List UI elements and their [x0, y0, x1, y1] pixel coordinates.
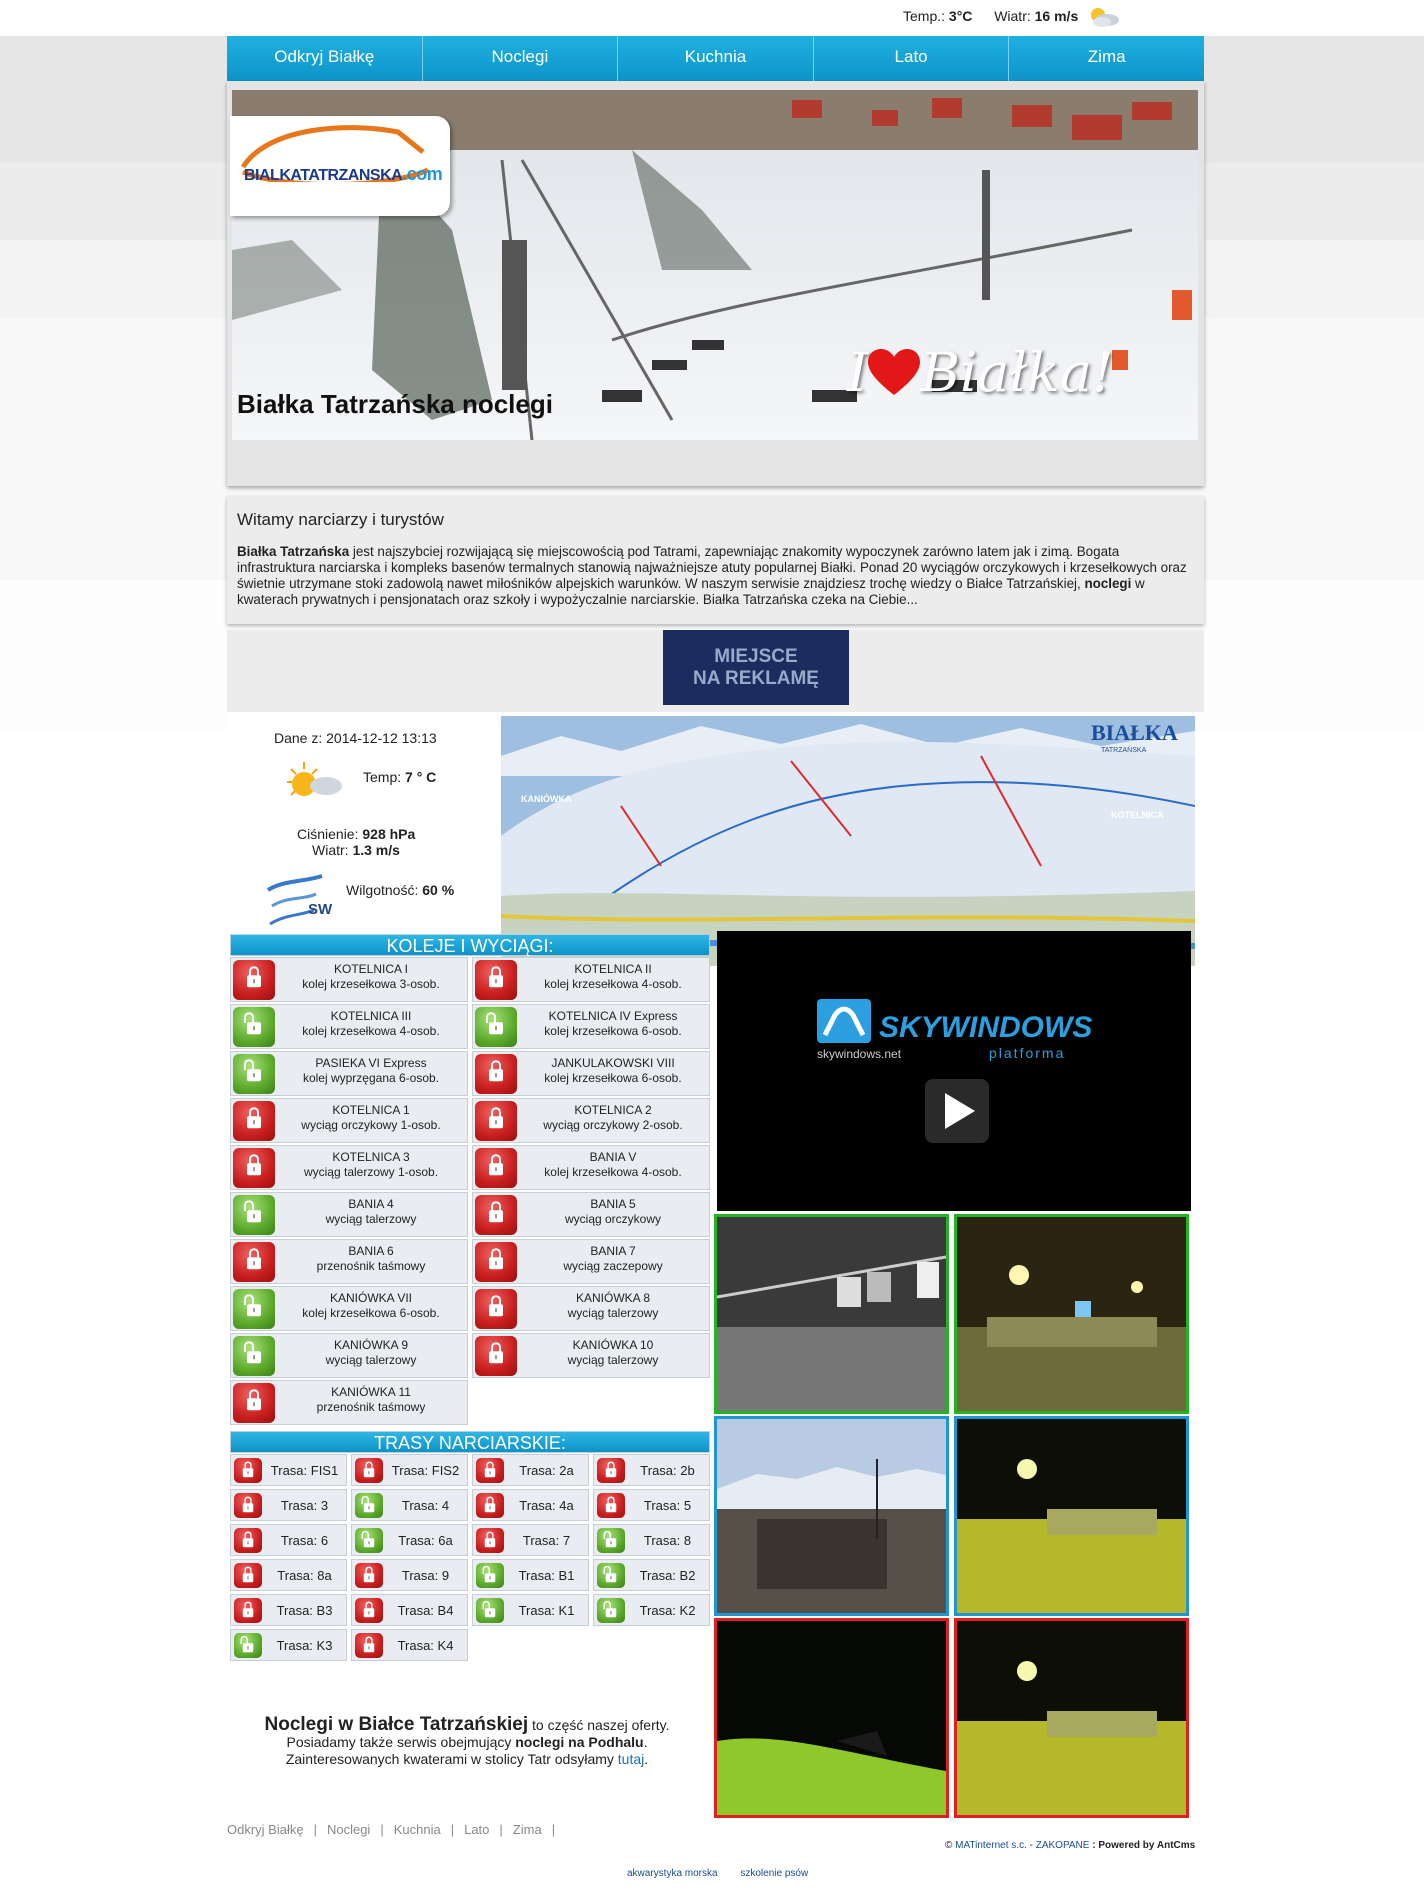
locked-icon	[355, 1458, 383, 1483]
lift-type: wyciąg talerzowy	[325, 1212, 417, 1226]
lift-name: KANIÓWKA 9	[333, 1338, 409, 1352]
lift-name: KANIÓWKA VII	[329, 1291, 413, 1305]
hero-title: Białka Tatrzańska noclegi	[237, 389, 553, 419]
footer-nav-separator: |	[380, 1822, 384, 1837]
ad-band	[227, 630, 1204, 712]
top-weather	[903, 8, 1078, 24]
route-name: Trasa: FIS2	[391, 1463, 460, 1478]
svg-text:BIAŁKA: BIAŁKA	[1091, 720, 1178, 745]
route-item[interactable]	[472, 1559, 589, 1591]
accommodation-info: Noclegi w Białce Tatrzańskiej to część naszej oferty. Posiadamy także serwis obejmujący noclegi na Podhalu. Zainteresowanych kwaterami w stolicy Tatr odsyłamy tutaj.	[264, 1714, 670, 1767]
webcam-5[interactable]	[714, 1618, 949, 1818]
route-name: Trasa: 8	[643, 1533, 692, 1548]
lift-item[interactable]	[230, 1286, 468, 1331]
route-name: Trasa: 3	[280, 1498, 329, 1513]
footer-nav-item[interactable]: Kuchnia	[393, 1822, 441, 1837]
lift-type: wyciąg orczykowy 1-osob.	[301, 1118, 441, 1132]
locked-icon	[234, 1458, 262, 1483]
footer-links	[627, 1868, 828, 1879]
locked-icon	[475, 1336, 517, 1376]
wind-direction-icon	[264, 874, 334, 930]
route-item[interactable]	[230, 1524, 347, 1556]
route-name: Trasa: K1	[518, 1603, 575, 1618]
route-item[interactable]	[593, 1524, 710, 1556]
lift-item[interactable]	[472, 1051, 710, 1096]
locked-icon	[355, 1563, 383, 1588]
svg-text:TATRZAŃSKA: TATRZAŃSKA	[1101, 747, 1147, 754]
lift-item[interactable]	[230, 957, 468, 1002]
route-name: Trasa: 7	[522, 1533, 571, 1548]
lift-type: kolej krzesełkowa 4-osob.	[302, 1024, 440, 1038]
locked-icon	[475, 1054, 517, 1094]
lift-name: BANIA 6	[348, 1244, 394, 1258]
main-nav	[227, 36, 1204, 81]
lift-name: PASIEKA VI Express	[315, 1056, 427, 1070]
locked-icon	[233, 1242, 275, 1282]
webcam-3-image	[717, 1419, 946, 1613]
locked-icon	[233, 1383, 275, 1423]
route-name: Trasa: 6a	[398, 1533, 453, 1548]
locked-icon	[234, 1528, 262, 1553]
route-item[interactable]	[351, 1489, 468, 1521]
webcam-2-image	[957, 1217, 1186, 1411]
lift-name: KOTELNICA III	[330, 1009, 412, 1023]
route-item[interactable]	[230, 1454, 347, 1486]
lift-name: KANIÓWKA 8	[575, 1291, 651, 1305]
lift-name: KOTELNICA I	[333, 962, 409, 976]
locked-icon	[475, 1101, 517, 1141]
route-item[interactable]	[593, 1559, 710, 1591]
skywindows-video[interactable]	[717, 931, 1191, 1211]
unlocked-icon	[233, 1007, 275, 1047]
route-name: Trasa: K3	[276, 1638, 333, 1653]
footer-nav-item[interactable]: Zima	[512, 1822, 542, 1837]
logo-dot-com: .com	[402, 164, 443, 184]
route-item[interactable]	[351, 1629, 468, 1661]
lift-item[interactable]	[230, 1380, 468, 1425]
unlocked-icon	[597, 1563, 625, 1588]
route-item[interactable]	[472, 1454, 589, 1486]
lift-type: wyciąg zaczepowy	[563, 1259, 663, 1273]
locked-icon	[476, 1458, 504, 1483]
lifts-heading: KOLEJE I WYCIĄGI:	[230, 934, 710, 956]
webcam-1-image	[717, 1217, 946, 1411]
locked-icon	[233, 960, 275, 1000]
footer-link-akwarystyka[interactable]: akwarystyka morska	[627, 1868, 718, 1879]
unlocked-icon	[233, 1336, 275, 1376]
city-link[interactable]: ZAKOPANE	[1035, 1840, 1090, 1851]
unlocked-icon	[597, 1598, 625, 1623]
lift-name: KOTELNICA IV Express	[548, 1009, 678, 1023]
nav-noclegi[interactable]: Noclegi	[423, 36, 619, 81]
lift-item[interactable]	[472, 1333, 710, 1378]
i-love-bialka-slogan: I Białka!	[847, 341, 1114, 404]
logo-main: BIALKATATRZANSKA	[244, 167, 403, 184]
hero-banner	[227, 81, 1204, 486]
top-bar	[0, 0, 1424, 36]
wind-value: 16 m/s	[1034, 8, 1079, 24]
lift-type: kolej wyprzęgana 6-osob.	[302, 1071, 440, 1085]
svg-text:skywindows.net: skywindows.net	[817, 1047, 902, 1061]
lift-item[interactable]	[230, 1239, 468, 1284]
route-item[interactable]	[351, 1454, 468, 1486]
route-name: Trasa: 2b	[640, 1463, 695, 1478]
webcam-4[interactable]	[954, 1416, 1189, 1616]
company-link[interactable]: MATinternet s.c.	[955, 1840, 1027, 1851]
lift-item[interactable]	[472, 1286, 710, 1331]
lift-item[interactable]	[230, 1333, 468, 1378]
footer-nav	[227, 1822, 565, 1837]
ski-map-illustration	[501, 716, 1195, 966]
lift-type: kolej krzesełkowa 3-osob.	[302, 977, 440, 991]
svg-text:SKYWINDOWS: SKYWINDOWS	[879, 1011, 1093, 1044]
route-name: Trasa: 5	[643, 1498, 692, 1513]
lift-name: BANIA 7	[590, 1244, 636, 1258]
weather-humidity: Wilgotność: 60 %	[346, 882, 455, 898]
site-logo[interactable]	[230, 116, 450, 216]
lift-type: wyciąg orczykowy	[564, 1212, 662, 1226]
sunny-cloudy-icon	[282, 760, 352, 810]
locked-icon	[234, 1563, 262, 1588]
nav-lato[interactable]: Lato	[814, 36, 1010, 81]
route-name: Trasa: 4a	[519, 1498, 574, 1513]
unlocked-icon	[355, 1493, 383, 1518]
route-name: Trasa: 2a	[519, 1463, 574, 1478]
route-item[interactable]	[351, 1594, 468, 1626]
locked-icon	[233, 1101, 275, 1141]
route-item[interactable]	[472, 1594, 589, 1626]
locked-icon	[475, 1148, 517, 1188]
footer-nav-separator: |	[450, 1822, 455, 1837]
skywindows-player	[717, 931, 1191, 1211]
route-item[interactable]	[593, 1489, 710, 1521]
lift-item[interactable]	[230, 1145, 468, 1190]
lift-item[interactable]	[472, 1004, 710, 1049]
lift-name: KOTELNICA 3	[332, 1150, 410, 1164]
lift-item[interactable]	[472, 1145, 710, 1190]
locked-icon	[355, 1633, 383, 1658]
lift-item[interactable]	[230, 1192, 468, 1237]
lift-name: KANIÓWKA 10	[572, 1338, 654, 1352]
route-name: Trasa: B3	[276, 1603, 333, 1618]
route-item[interactable]	[230, 1629, 347, 1661]
wind-label: Wiatr:	[994, 8, 1031, 24]
partly-cloudy-icon	[1085, 5, 1121, 29]
locked-icon	[475, 1289, 517, 1329]
weather-temp: Temp: 7 ° C	[363, 769, 437, 785]
locked-icon	[475, 960, 517, 1000]
ad-placeholder[interactable]: MIEJSCE NA REKLAMĘ	[663, 630, 849, 705]
copyright: © MATinternet s.c. - ZAKOPANE : Powered by AntCms	[945, 1840, 1196, 1851]
route-name: Trasa: 8a	[277, 1568, 332, 1583]
route-item[interactable]	[230, 1559, 347, 1591]
route-item[interactable]	[230, 1489, 347, 1521]
route-item[interactable]	[472, 1524, 589, 1556]
lift-name: BANIA 5	[590, 1197, 636, 1211]
lift-type: kolej krzesełkowa 4-osob.	[544, 1165, 682, 1179]
unlocked-icon	[475, 1007, 517, 1047]
lift-item[interactable]	[472, 957, 710, 1002]
lift-type: wyciąg talerzowy	[325, 1353, 417, 1367]
footer-nav-separator: |	[499, 1822, 503, 1837]
locked-icon	[597, 1493, 625, 1518]
nav-kuchnia[interactable]: Kuchnia	[618, 36, 814, 81]
lift-type: kolej krzesełkowa 6-osob.	[544, 1024, 682, 1038]
locked-icon	[476, 1528, 504, 1553]
webcam-4-image	[957, 1419, 1186, 1613]
locked-icon	[355, 1598, 383, 1623]
route-item[interactable]	[230, 1594, 347, 1626]
webcam-2[interactable]	[954, 1214, 1189, 1414]
locked-icon	[234, 1493, 262, 1518]
route-name: Trasa: B4	[397, 1603, 454, 1618]
unlocked-icon	[597, 1528, 625, 1553]
route-name: Trasa: B2	[639, 1568, 696, 1583]
unlocked-icon	[233, 1054, 275, 1094]
route-item[interactable]	[351, 1524, 468, 1556]
unlocked-icon	[234, 1633, 262, 1658]
nav-odkryj[interactable]: Odkryj Białkę	[227, 36, 423, 81]
footer-nav-separator: |	[313, 1822, 317, 1837]
webcam-5-image	[717, 1621, 946, 1815]
lift-type: kolej krzesełkowa 6-osob.	[544, 1071, 682, 1085]
unlocked-icon	[476, 1563, 504, 1588]
locked-icon	[597, 1458, 625, 1483]
locked-icon	[234, 1598, 262, 1623]
lift-item[interactable]	[472, 1239, 710, 1284]
webcam-1[interactable]	[714, 1214, 949, 1414]
footer-nav-item[interactable]: Noclegi	[326, 1822, 371, 1837]
locked-icon	[476, 1493, 504, 1518]
webcam-6-image	[957, 1621, 1186, 1815]
locked-icon	[475, 1195, 517, 1235]
lift-name: KOTELNICA 1	[332, 1103, 410, 1117]
weather-pressure: Ciśnienie: 928 hPa	[297, 826, 416, 842]
footer-nav-item[interactable]: Odkryj Białkę	[227, 1822, 304, 1837]
route-name: Trasa: B1	[518, 1568, 575, 1583]
welcome-text: Białka Tatrzańska jest najszybciej rozwijającą się miejscowością pod Tatrami, zapewniając znakomity wypoczynek zarówno latem jak i zimą. Bogata infrastruktura narciarska i kompleks basenów termalnych stanowią najważniejsze atuty popularnej Białki. Ponad 20 wyciągów orczykowych i krzesełkowych oraz świetnie utrzymane stoki zadowolą nawet miłośników alpejskich warunków. W naszym serwisie znajdziesz trochę wiedzy o Białce Tatrzańskiej, noclegi w kwaterach prywatnych i pensjonatach oraz szkoły i wypożyczalnie narciarskie. Białka Tatrzańska czeka na Ciebie...	[237, 544, 1187, 607]
lift-name: BANIA 4	[348, 1197, 394, 1211]
webcam-6[interactable]	[954, 1618, 1189, 1818]
lift-item[interactable]	[230, 1098, 468, 1143]
lift-type: wyciąg orczykowy 2-osob.	[543, 1118, 683, 1132]
ski-map[interactable]	[501, 716, 1195, 966]
weather-date: Dane z: 2014-12-12 13:13	[274, 730, 437, 746]
temp-value: 3°C	[948, 8, 973, 24]
unlocked-icon	[233, 1289, 275, 1329]
lift-item[interactable]	[472, 1098, 710, 1143]
unlocked-icon	[233, 1195, 275, 1235]
lift-type: wyciąg talerzowy 1-osob.	[303, 1165, 439, 1179]
nav-zima[interactable]: Zima	[1087, 47, 1126, 66]
lift-type: wyciąg talerzowy	[567, 1353, 659, 1367]
svg-text:SW: SW	[308, 901, 333, 918]
route-item[interactable]	[593, 1594, 710, 1626]
footer-nav-separator: |	[551, 1822, 556, 1837]
weather-wind: Wiatr: 1.3 m/s	[312, 842, 400, 858]
lift-type: przenośnik taśmowy	[316, 1400, 426, 1414]
routes-heading: TRASY NARCIARSKIE:	[230, 1431, 710, 1453]
lift-type: wyciąg talerzowy	[567, 1306, 659, 1320]
lift-name: KANIÓWKA 11	[331, 1385, 411, 1399]
unlocked-icon	[476, 1598, 504, 1623]
svg-text:platforma: platforma	[989, 1045, 1066, 1061]
lift-name: KOTELNICA II	[574, 962, 652, 976]
route-name: Trasa: K2	[639, 1603, 696, 1618]
route-name: Trasa: 9	[401, 1568, 450, 1583]
lift-item[interactable]	[230, 1051, 468, 1096]
route-item[interactable]	[472, 1489, 589, 1521]
webcam-3[interactable]	[714, 1416, 949, 1616]
lift-name: BANIA V	[589, 1150, 637, 1164]
unlocked-icon	[355, 1528, 383, 1553]
lift-type: kolej krzesełkowa 4-osob.	[544, 977, 682, 991]
lift-name: JANKULAKOWSKI VIII	[551, 1056, 675, 1070]
svg-text:KOTELNICA: KOTELNICA	[1111, 810, 1164, 820]
svg-text:KANIÓWKA: KANIÓWKA	[521, 794, 572, 804]
heart-icon	[868, 349, 920, 397]
lift-type: kolej krzesełkowa 6-osob.	[302, 1306, 440, 1320]
footer-nav-item[interactable]: Lato	[464, 1822, 490, 1837]
route-name: Trasa: K4	[397, 1638, 454, 1653]
lift-type: przenośnik taśmowy	[316, 1259, 426, 1273]
welcome-heading: Witamy narciarzy i turystów	[237, 510, 444, 529]
route-name: Trasa: 4	[401, 1498, 450, 1513]
route-item[interactable]	[593, 1454, 710, 1486]
locked-icon	[475, 1242, 517, 1282]
lift-item[interactable]	[472, 1192, 710, 1237]
route-name: Trasa: FIS1	[270, 1463, 339, 1478]
route-item[interactable]	[351, 1559, 468, 1591]
lift-name: KOTELNICA 2	[574, 1103, 652, 1117]
route-name: Trasa: 6	[280, 1533, 329, 1548]
welcome-section	[227, 496, 1204, 624]
tutaj-link[interactable]: tutaj	[617, 1751, 645, 1767]
lift-item[interactable]	[230, 1004, 468, 1049]
temp-label: Temp.:	[903, 8, 946, 24]
locked-icon	[233, 1148, 275, 1188]
footer-link-szkolenie[interactable]: szkolenie psów	[740, 1868, 809, 1879]
weather-widget	[227, 712, 497, 962]
